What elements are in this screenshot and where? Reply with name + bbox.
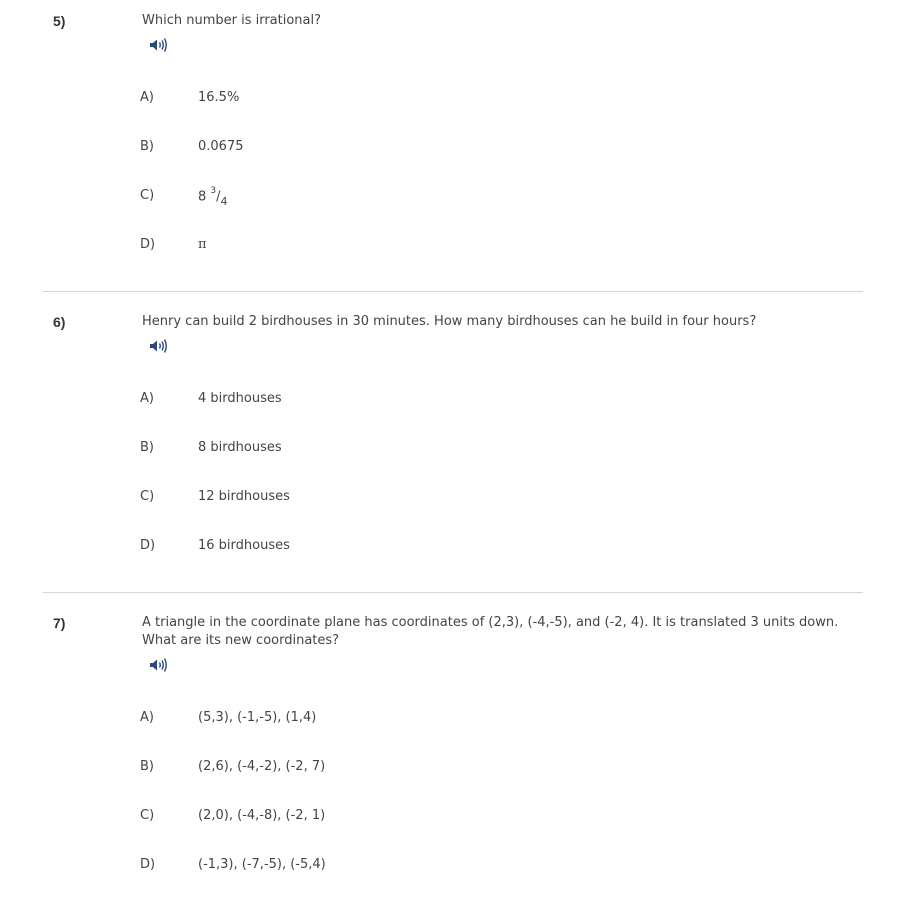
choice-text: (5,3), (-1,-5), (1,4)	[198, 710, 317, 725]
choice-letter: A)	[140, 90, 154, 105]
choice-letter: C)	[140, 188, 155, 203]
choice-c[interactable]	[140, 489, 540, 509]
choice-b[interactable]	[140, 759, 540, 779]
choice-letter: C)	[140, 489, 155, 504]
question-text: Which number is irrational?	[142, 13, 322, 28]
question-number: 6)	[53, 314, 66, 330]
speaker-icon[interactable]	[148, 656, 170, 674]
choice-text: 16.5%	[198, 90, 240, 105]
choice-text: (-1,3), (-7,-5), (-5,4)	[198, 857, 326, 872]
question-number: 7)	[53, 615, 66, 631]
choice-d[interactable]	[140, 857, 540, 877]
choice-d[interactable]	[140, 237, 540, 257]
choice-text: 8 birdhouses	[198, 440, 282, 455]
choice-letter: D)	[140, 857, 156, 872]
question-divider	[43, 592, 863, 593]
choice-text: 12 birdhouses	[198, 489, 290, 504]
question-text: A triangle in the coordinate plane has coordinates of (2,3), (-4,-5), and (-2, 4). It is translated 3 units down. What are its new coordinates?	[142, 615, 839, 648]
whole-part: 8	[198, 189, 207, 205]
choice-letter: C)	[140, 808, 155, 823]
choice-b[interactable]	[140, 139, 540, 159]
denominator: 4	[220, 194, 228, 208]
choice-text: 16 birdhouses	[198, 538, 290, 553]
choice-a[interactable]	[140, 90, 540, 110]
choice-letter: A)	[140, 710, 154, 725]
numerator: 3	[210, 186, 217, 196]
choice-letter: B)	[140, 440, 154, 455]
choice-a[interactable]	[140, 710, 540, 730]
choice-d[interactable]	[140, 538, 540, 558]
question-text: Henry can build 2 birdhouses in 30 minutes. How many birdhouses can he build in four hours?	[142, 314, 757, 329]
choice-letter: B)	[140, 759, 154, 774]
mixed-number: 8 $^3/_4$	[198, 186, 228, 208]
choice-c[interactable]	[140, 808, 540, 828]
choice-a[interactable]	[140, 391, 540, 411]
speaker-icon[interactable]	[148, 36, 170, 54]
question-number: 5)	[53, 13, 66, 29]
choice-letter: B)	[140, 139, 154, 154]
choice-b[interactable]	[140, 440, 540, 460]
choice-letter: D)	[140, 538, 156, 553]
speaker-icon[interactable]	[148, 337, 170, 355]
choice-text: (2,0), (-4,-8), (-2, 1)	[198, 808, 326, 823]
choice-c[interactable]	[140, 188, 540, 208]
question-divider	[43, 291, 863, 292]
choice-text: (2,6), (-4,-2), (-2, 7)	[198, 759, 326, 774]
choice-text: π	[198, 237, 207, 252]
choice-text: 0.0675	[198, 139, 244, 154]
choice-text: 4 birdhouses	[198, 391, 282, 406]
choice-letter: D)	[140, 237, 156, 252]
choice-letter: A)	[140, 391, 154, 406]
